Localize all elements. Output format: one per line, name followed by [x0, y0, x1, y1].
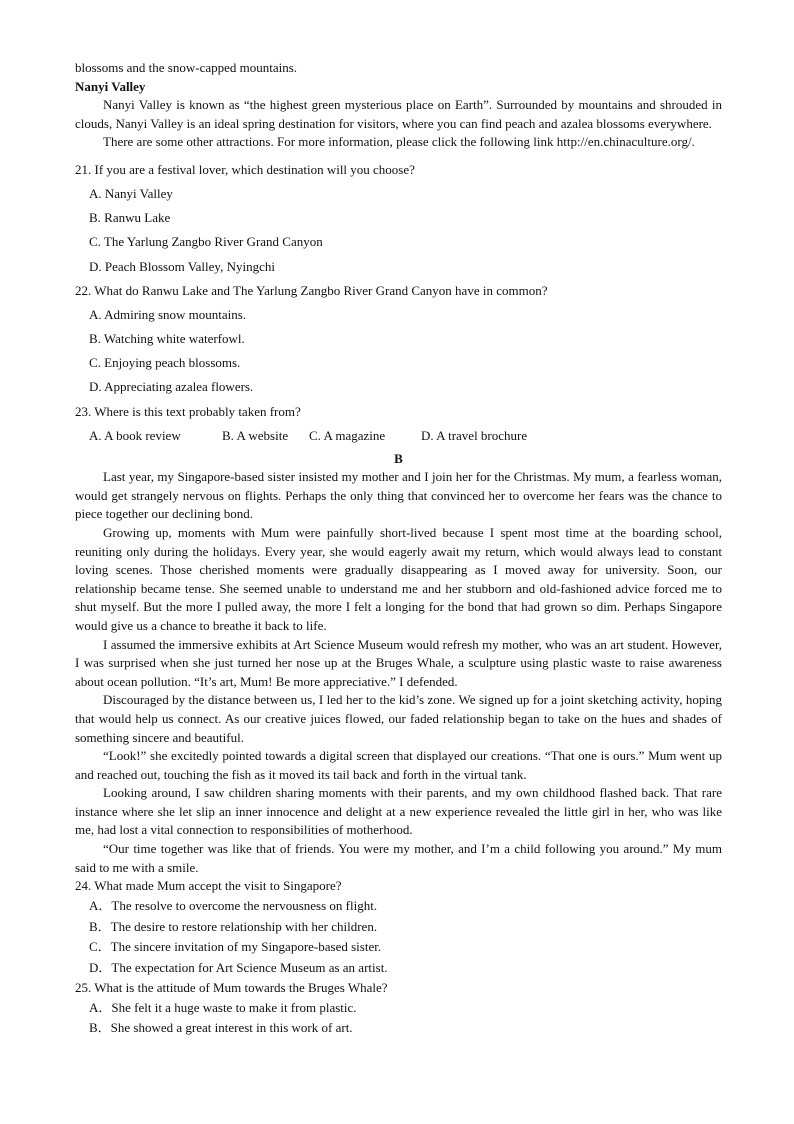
question-23-option-a: A. A book review [89, 427, 181, 443]
question-25-option-a: A．She felt it a huge waste to make it from plastic. [89, 999, 357, 1015]
passage-b-paragraph: I assumed the immersive exhibits at Art Science Museum would refresh my mother, who was an art student. However, I was surprised when she just turned her nose up at the Bruges Whale, a sculpture using plastic waste to raise awareness about ocean pollution. “It’s art, Mum! Be more appreciative.” I defended. [75, 636, 722, 689]
question-22-option-d: D. Appreciating azalea flowers. [89, 379, 254, 395]
question-24-option-d: D．The expectation for Art Science Museum as an artist. [89, 960, 388, 976]
question-22-option-c: C. Enjoying peach blossoms. [89, 355, 241, 371]
question-25-stem: 25. What is the attitude of Mum towards the Bruges Whale? [75, 980, 388, 996]
page-content [75, 59, 722, 1039]
question-21-option-c: C. The Yarlung Zangbo River Grand Canyon [89, 234, 323, 250]
question-24-stem: 24. What made Mum accept the visit to Singapore? [75, 878, 342, 894]
question-21-option-b: B. Ranwu Lake [89, 210, 171, 226]
question-23-options [89, 424, 722, 448]
question-25-option-b: B．She showed a great interest in this work of art. [89, 1020, 353, 1036]
question-21-stem: 21. If you are a festival lover, which destination will you choose? [75, 161, 415, 177]
question-24-option-a: A．The resolve to overcome the nervousness on flight. [89, 897, 378, 913]
question-24-option-c: C．The sincere invitation of my Singapore-based sister. [89, 939, 382, 955]
passage-b-paragraph: Last year, my Singapore-based sister insisted my mother and I join her for the Christmas. My mum, a fearless woman, would get strangely nervous on flights. Perhaps the only thing that convinced her to overcome her fears was the chance to piece together our declining bond. [75, 469, 722, 522]
question-22-option-a: A. Admiring snow mountains. [89, 306, 247, 322]
passage-b-label: B [394, 450, 403, 466]
passage-b-paragraph: Growing up, moments with Mum were painfully short-lived because I spent most time at the boarding school, reuniting only during the holidays. Every year, she would eagerly await my return, which would always lead to constant loving scenes. Those cherished moments were gradually disappearing as I moved away for university. Soon, our relationship became tense. She seemed unable to understand me and her stubborn and old-fashioned advice forced me to shut myself. But the more I pulled away, the more I felt a longing for the bond that had grown so dim. Perhaps Singapore would give us a chance to breathe it back to life. [75, 524, 722, 633]
passage-b-paragraph: “Look!” she excitedly pointed towards a digital screen that displayed our creations. “That one is ours.” Mum went up and reached out, touching the fish as it moved its tail back and forth in the virtual tank. [75, 748, 722, 782]
question-21-option-d: D. Peach Blossom Valley, Nyingchi [89, 258, 275, 274]
question-21-option-a: A. Nanyi Valley [89, 185, 173, 201]
question-23-option-c: C. A magazine [309, 427, 386, 443]
question-23-stem: 23. Where is this text probably taken from? [75, 403, 301, 419]
passage-b-paragraph: Discouraged by the distance between us, I led her to the kid’s zone. We signed up for a joint sketching activity, hoping that would help us connect. As our creative juices flowed, our faded relationship began to take on the hues and shades of something sincere and beautiful. [75, 692, 722, 745]
question-22-option-b: B. Watching white waterfowl. [89, 330, 245, 346]
passage-a-continuation: blossoms and the snow-capped mountains. [75, 60, 298, 75]
passage-a-paragraph: Nanyi Valley is known as “the highest green mysterious place on Earth”. Surrounded by mountains and shrouded in clouds, Nanyi Valley is an ideal spring destination for visitors, where you can find peach and azalea blossoms everywhere. [75, 97, 722, 131]
question-22-stem: 22. What do Ranwu Lake and The Yarlung Zangbo River Grand Canyon have in common? [75, 282, 548, 298]
passage-b-paragraph: “Our time together was like that of friends. You were my mother, and I’m a child following you around.” My mum said to me with a smile. [75, 841, 722, 875]
question-23-option-b: B. A website [222, 427, 289, 443]
passage-b-paragraph: Looking around, I saw children sharing moments with their parents, and my own childhood flashed back. That rare instance where she let slip an inner innocence and delight at a new experience revealed the little girl in her, who was like me, had lost a vital connection to responsibilities of motherhood. [75, 785, 722, 838]
passage-a-paragraph: There are some other attractions. For more information, please click the following link http://en.chinaculture.org/. [103, 134, 695, 150]
question-24-option-b: B．The desire to restore relationship with her children. [89, 918, 378, 934]
section-heading-nanyi-valley: Nanyi Valley [75, 78, 146, 94]
question-23-option-d: D. A travel brochure [421, 427, 528, 443]
